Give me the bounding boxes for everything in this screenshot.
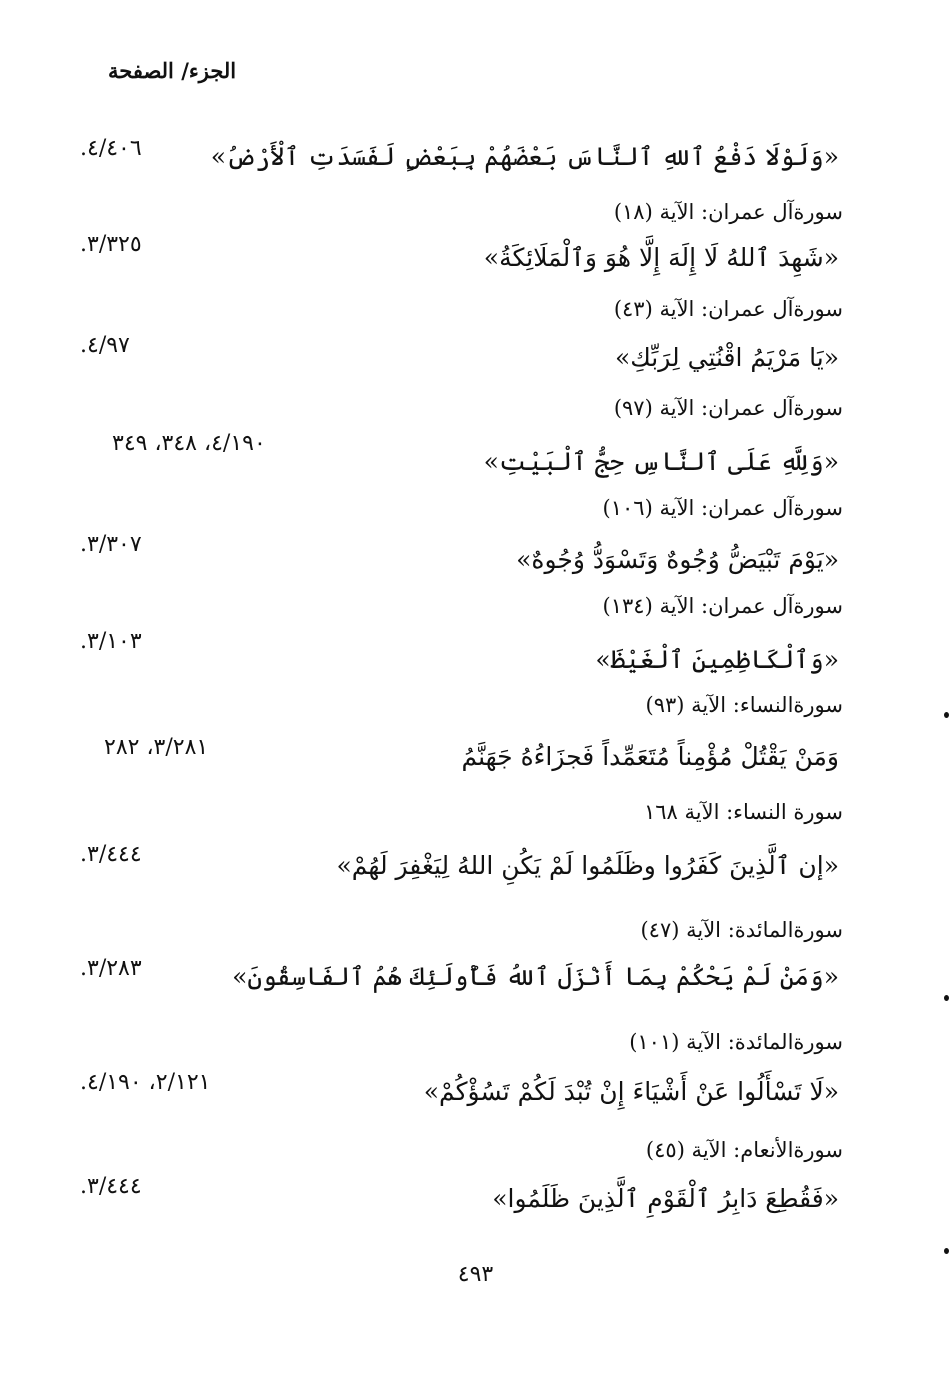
sura-heading: سورةآل عمران: الآية (٤٣) xyxy=(613,297,843,321)
scan-speck xyxy=(944,712,949,718)
page-reference: ٣/٢٨١، ٢٨٢ xyxy=(104,735,209,760)
sura-heading: سورةالمائدة: الآية (١٠١) xyxy=(629,1030,843,1054)
page-reference: ٣/٢٨٣. xyxy=(80,956,142,981)
verse-text: «وَمَنْ لَمْ يَحْكُمْ بِمَا أَنْزَلَ ٱللهُ فَأُولَئِكَ هُمُ ٱلفَاسِقُونَ» xyxy=(232,962,839,991)
verse-text: «وَٱلْكَاظِمِينَ ٱلْغَيْظَ» xyxy=(595,645,839,674)
verse-text: «يَوْمَ تَبْيَضُّ وُجُوهٌ وَتَسْوَدُّ وُجُوهٌ» xyxy=(516,545,839,574)
page-reference: ٤/٤٠٦. xyxy=(80,136,142,161)
verse-text: «فَقُطِعَ دَابِرُ ٱلْقَوْمِ ٱلَّذِينَ ظَلَمُوا» xyxy=(492,1184,839,1213)
sura-heading: سورةالأنعام: الآية (٤٥) xyxy=(645,1138,843,1162)
sura-heading: سورةآل عمران: الآية (١٣٤) xyxy=(602,594,843,618)
page-reference: ٣/٣٠٧. xyxy=(80,532,142,557)
sura-heading: سورةالمائدة: الآية (٤٧) xyxy=(640,918,843,942)
verse-text: «يَا مَرْيَمُ اقْنُتِي لِرَبِّكِ» xyxy=(614,343,839,372)
scan-speck xyxy=(944,1248,949,1254)
page-reference: ٣/٣٢٥. xyxy=(80,232,142,257)
verse-text: «وَلَوْلَا دَفْعُ ٱللهِ ٱلنَّاسَ بَعْضَهُمْ بِبَعْضٍ لَفَسَدَتِ ٱلْأَرْضُ» xyxy=(210,142,839,171)
page-reference: ٣/١٠٣. xyxy=(80,629,142,654)
verse-text: «وَلِلَّهِ عَلَى ٱلنَّاسِ حِجُّ ٱلْبَيْتِ» xyxy=(483,447,839,476)
page-reference: ٤/٩٧. xyxy=(80,333,130,358)
sura-heading: سورةآل عمران: الآية (٩٧) xyxy=(613,396,843,420)
verse-text: وَمَنْ يَقْتُلْ مُؤْمِناً مُتَعَمِّداً فَجزَاءُهُ جَهَنَّمُ xyxy=(461,742,839,771)
column-header: الجزء/ الصفحة xyxy=(108,58,237,83)
sura-heading: سورةآل عمران: الآية (١٨) xyxy=(613,200,843,224)
page-reference: ٢/١٢١، ٤/١٩٠. xyxy=(80,1070,211,1095)
verse-text: «شَهِدَ ٱللهُ لَا إِلَهَ إِلَّا هُوَ وَٱلْمَلَائِكَةُ» xyxy=(483,243,839,272)
page-reference: ٣/٤٤٤. xyxy=(80,842,142,867)
verse-text: «إن ٱلَّذِينَ كَفَرُوا وظَلَمُوا لَمْ يَكُنِ اللهُ لِيَغْفِرَ لَهُمْ» xyxy=(336,851,839,880)
page-reference: ٣/٤٤٤. xyxy=(80,1174,142,1199)
scan-speck xyxy=(944,995,949,1001)
page-reference: ٤/١٩٠، ٣٤٨، ٣٤٩ xyxy=(112,431,266,456)
sura-heading: سورة النساء: الآية ١٦٨ xyxy=(643,800,843,824)
verse-text: «لَا تَسْأَلُوا عَنْ أَشْيَاءَ إِنْ تُبْدَ لَكُمْ تَسُؤْكُمْ» xyxy=(423,1077,839,1106)
sura-heading: سورةآل عمران: الآية (١٠٦) xyxy=(602,496,843,520)
sura-heading: سورةالنساء: الآية (٩٣) xyxy=(645,693,843,717)
page-number: ٤٩٣ xyxy=(457,1262,494,1287)
